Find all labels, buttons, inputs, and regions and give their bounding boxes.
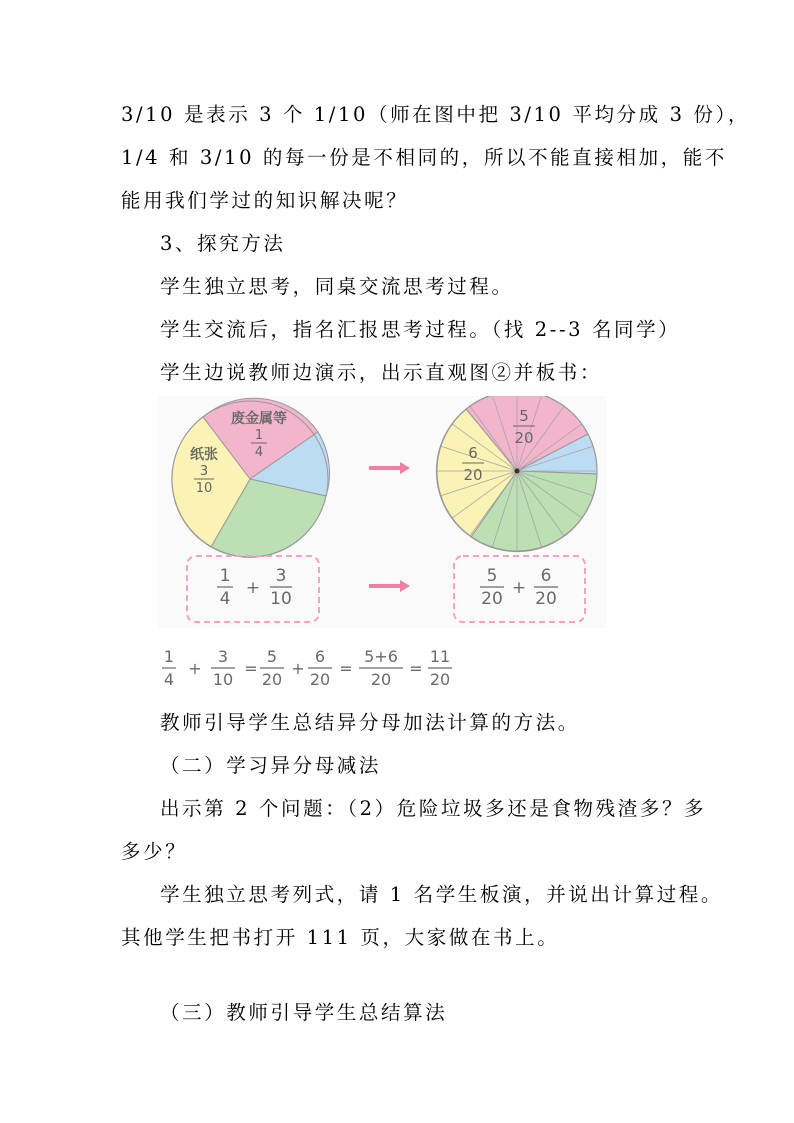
fraction-denominator: 10	[270, 589, 292, 609]
plus-sign: +	[245, 578, 261, 598]
fraction-numerator: 5+6	[364, 647, 398, 666]
pink-fraction-num: 5	[519, 407, 529, 425]
paragraph-line: 学生交流后，指名汇报思考过程。（找 2--3 名同学）	[160, 318, 681, 341]
fraction-numerator: 5	[266, 647, 278, 666]
equals-sign: =	[409, 659, 423, 678]
fraction-denominator: 20	[309, 670, 331, 689]
fraction-numerator: 3	[275, 566, 287, 586]
paragraph-line: 教师引导学生总结异分母加法计算的方法。	[160, 711, 580, 734]
fraction-numerator: 1	[163, 647, 175, 666]
fraction-denominator: 4	[163, 670, 175, 689]
fraction-numerator: 11	[429, 647, 451, 666]
yellow-fraction-den: 20	[463, 466, 483, 484]
fraction-pie-figure	[157, 396, 607, 628]
paragraph-line: 1/4 和 3/10 的每一份是不相同的，所以不能直接相加，能不	[121, 146, 727, 169]
paragraph-line: 能用我们学过的知识解决呢？	[121, 189, 409, 212]
pie-diagram	[157, 396, 607, 628]
fraction-denominator: 20	[429, 670, 451, 689]
arrow-right-icon	[369, 580, 410, 592]
paragraph-line: 多少？	[121, 840, 188, 863]
paragraph-line: 3/10 是表示 3 个 1/10（师在图中把 3/10 平均分成 3 份），	[121, 103, 750, 126]
fraction-denominator: 20	[535, 589, 557, 609]
paper-label: 纸张	[190, 447, 218, 463]
fraction-denominator: 20	[481, 589, 503, 609]
paragraph-line: 学生独立思考列式，请 1 名学生板演，并说出计算过程。	[160, 883, 724, 906]
equals-sign: =	[339, 659, 353, 678]
left-expression-box	[187, 556, 319, 622]
fraction-numerator: 6	[540, 566, 552, 586]
waste-fraction-num: 1	[254, 428, 264, 443]
equals-sign: =	[244, 659, 258, 678]
fraction-numerator: 5	[486, 566, 498, 586]
section-heading: 3、探究方法	[160, 232, 286, 255]
fraction-denominator: 20	[261, 670, 283, 689]
left-pie	[172, 398, 330, 557]
plus-sign: +	[291, 659, 305, 678]
paragraph-line: 学生边说教师边演示，出示直观图②并板书：	[160, 361, 603, 384]
paper-fraction-den: 10	[195, 481, 213, 496]
fraction-numerator: 3	[217, 647, 229, 666]
yellow-fraction-num: 6	[468, 444, 478, 462]
pink-fraction-den: 20	[514, 429, 534, 447]
fraction-denominator: 4	[219, 589, 231, 609]
paper-fraction-num: 3	[199, 464, 209, 479]
equation-line	[157, 640, 457, 692]
paragraph-line: 出示第 2 个问题：（2）危险垃圾多还是食物残渣多？多	[160, 797, 707, 820]
waste-label: 废金属等	[231, 411, 287, 427]
fraction-numerator: 1	[219, 566, 231, 586]
section-heading: （三）教师引导学生总结算法	[160, 1001, 448, 1024]
fraction-numerator: 6	[314, 647, 326, 666]
paragraph-line: 其他学生把书打开 111 页，大家做在书上。	[121, 926, 560, 949]
waste-fraction-den: 4	[254, 445, 264, 460]
section-heading: （二）学习异分母减法	[160, 754, 382, 777]
paragraph-line: 学生独立思考，同桌交流思考过程。	[160, 275, 514, 298]
right-expression-box	[454, 556, 585, 622]
plus-sign: +	[511, 578, 527, 598]
plus-sign: +	[188, 659, 202, 678]
arrow-right-icon	[369, 462, 410, 474]
right-pie	[436, 396, 597, 552]
fraction-denominator: 20	[370, 670, 392, 689]
fraction-denominator: 10	[212, 670, 234, 689]
